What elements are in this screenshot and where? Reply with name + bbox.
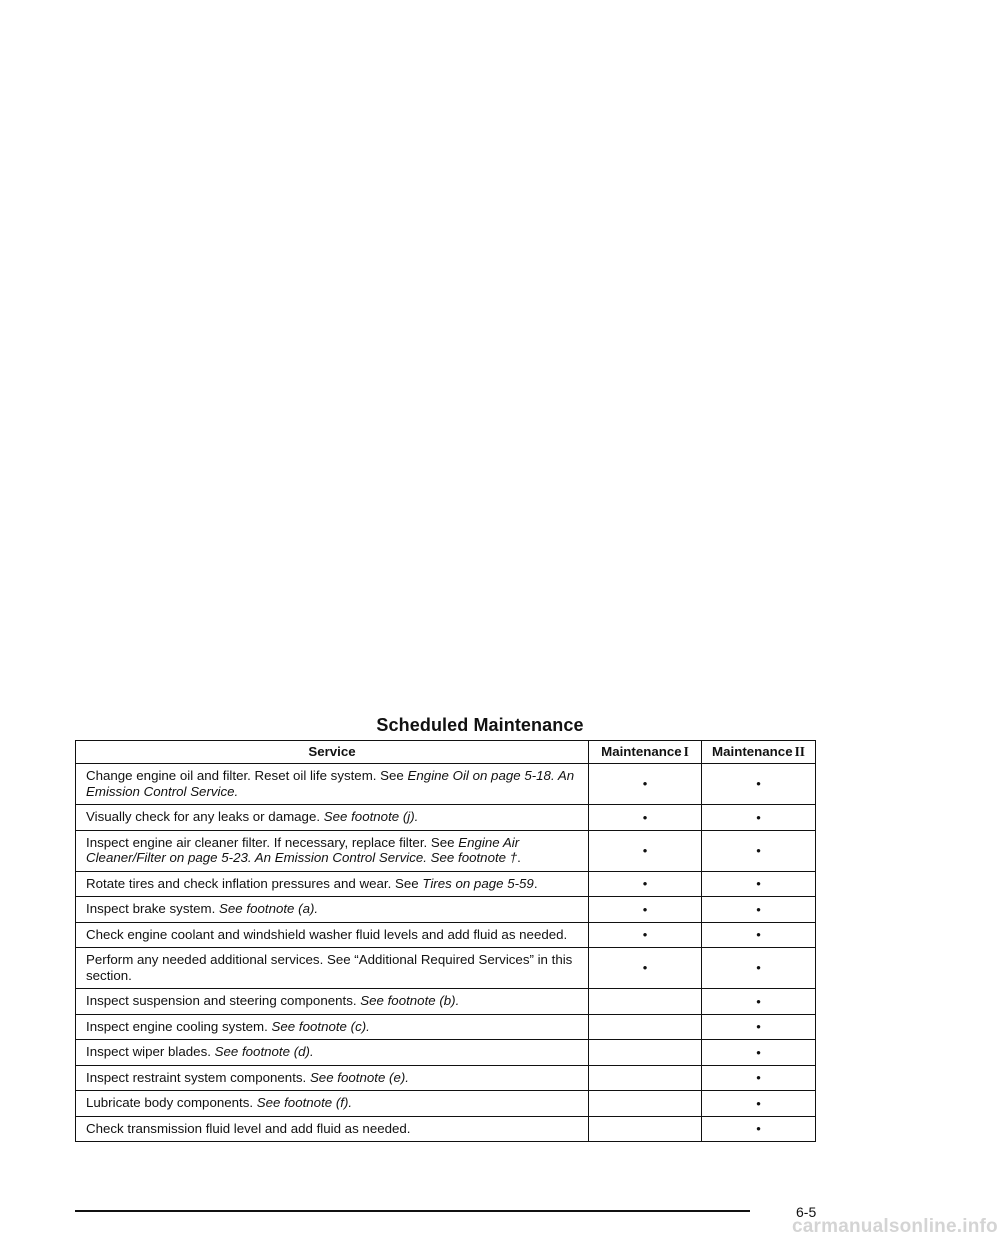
maintenance-2-mark: •	[702, 922, 816, 948]
maintenance-1-mark	[589, 1065, 702, 1091]
footer-rule	[75, 1210, 750, 1212]
table-row	[76, 897, 816, 923]
service-text: Inspect engine cooling system.	[86, 1018, 272, 1034]
table-row	[76, 1040, 816, 1066]
service-text: Lubricate body components.	[86, 1095, 257, 1110]
header-maintenance-2-numeral: II	[794, 744, 805, 760]
service-text-tail: .	[533, 875, 538, 891]
maintenance-2-mark: •	[702, 871, 816, 897]
service-cell	[76, 922, 589, 948]
page-number: 6-5	[796, 1204, 817, 1220]
service-text: Visually check for any leaks or damage.	[86, 809, 324, 824]
service-reference: See footnote (j).	[323, 809, 419, 824]
table-row	[76, 764, 816, 805]
header-maintenance-2	[702, 741, 816, 764]
table-row	[76, 830, 816, 871]
header-maintenance-1-numeral: I	[683, 744, 689, 760]
table-row	[76, 805, 816, 831]
service-cell	[76, 1091, 589, 1117]
maintenance-1-mark: •	[589, 948, 702, 989]
maintenance-2-mark: •	[702, 830, 816, 871]
maintenance-1-mark: •	[589, 764, 702, 805]
service-cell	[76, 1065, 589, 1091]
service-reference: See footnote (a).	[219, 901, 319, 916]
maintenance-2-mark: •	[702, 948, 816, 989]
page-title: Scheduled Maintenance	[376, 715, 584, 735]
maintenance-1-mark	[589, 1091, 702, 1117]
maintenance-2-mark: •	[702, 1065, 816, 1091]
table-row	[76, 1116, 816, 1142]
maintenance-2-mark: •	[702, 1014, 816, 1040]
service-text: Perform any needed additional services. See “Additional Required Services” in this section.	[86, 952, 573, 983]
maintenance-1-mark	[589, 1116, 702, 1142]
table-row	[76, 1014, 816, 1040]
service-reference: Engine Air Cleaner/Filter on page 5-23. An Emission Control Service. See footnote †	[86, 834, 520, 865]
maintenance-1-mark	[589, 989, 702, 1015]
service-text: Inspect wiper blades.	[86, 1044, 215, 1059]
service-reference: See footnote (f).	[256, 1095, 353, 1110]
maintenance-1-mark	[589, 1014, 702, 1040]
maintenance-2-mark: •	[702, 897, 816, 923]
maintenance-2-mark: •	[702, 1091, 816, 1117]
service-reference: See footnote (e).	[309, 1069, 409, 1085]
table-row	[76, 922, 816, 948]
maintenance-2-mark: •	[702, 1040, 816, 1066]
service-text-tail: .	[517, 850, 521, 865]
table-header-row	[76, 741, 816, 764]
service-text: Inspect engine air cleaner filter. If necessary, replace filter. See	[86, 834, 459, 850]
service-reference: See footnote (b).	[360, 993, 460, 1008]
maintenance-1-mark: •	[589, 830, 702, 871]
service-text: Inspect suspension and steering components.	[86, 993, 361, 1008]
service-cell	[76, 1116, 589, 1142]
service-reference: Tires on page 5-59	[422, 875, 534, 891]
header-service: Service	[76, 741, 589, 764]
service-reference: See footnote (d).	[214, 1044, 314, 1059]
watermark: carmanualsonline.info	[792, 1216, 998, 1237]
service-text: Check transmission fluid level and add fluid as needed.	[86, 1120, 411, 1136]
service-text: Inspect brake system.	[86, 901, 220, 916]
table-row	[76, 871, 816, 897]
service-reference: See footnote (c).	[271, 1018, 370, 1034]
maintenance-2-mark: •	[702, 1116, 816, 1142]
maintenance-1-mark: •	[589, 871, 702, 897]
service-cell	[76, 897, 589, 923]
service-cell	[76, 805, 589, 831]
maintenance-2-mark: •	[702, 989, 816, 1015]
table-row	[76, 948, 816, 989]
table-row	[76, 1091, 816, 1117]
service-reference: Engine Oil on page 5-18. An Emission Control Service.	[86, 768, 575, 799]
table-row	[76, 989, 816, 1015]
service-cell	[76, 989, 589, 1015]
service-text: Inspect restraint system components.	[86, 1069, 310, 1085]
service-cell	[76, 871, 589, 897]
maintenance-1-mark: •	[589, 805, 702, 831]
header-maintenance-1-word: Maintenance	[601, 744, 682, 760]
service-text: Check engine coolant and windshield washer fluid levels and add fluid as needed.	[86, 926, 568, 942]
service-cell	[76, 764, 589, 805]
header-maintenance-1	[589, 741, 702, 764]
service-text: Rotate tires and check inflation pressures and wear. See	[86, 875, 423, 891]
service-text: Change engine oil and filter. Reset oil life system. See	[86, 768, 408, 783]
service-cell	[76, 1014, 589, 1040]
maintenance-table	[75, 740, 816, 1142]
maintenance-1-mark: •	[589, 922, 702, 948]
maintenance-1-mark: •	[589, 897, 702, 923]
service-cell	[76, 830, 589, 871]
table-row	[76, 1065, 816, 1091]
maintenance-1-mark	[589, 1040, 702, 1066]
service-cell	[76, 948, 589, 989]
maintenance-2-mark: •	[702, 805, 816, 831]
service-cell	[76, 1040, 589, 1066]
table-body	[76, 764, 816, 1142]
header-maintenance-2-word: Maintenance	[712, 744, 793, 760]
maintenance-2-mark: •	[702, 764, 816, 805]
